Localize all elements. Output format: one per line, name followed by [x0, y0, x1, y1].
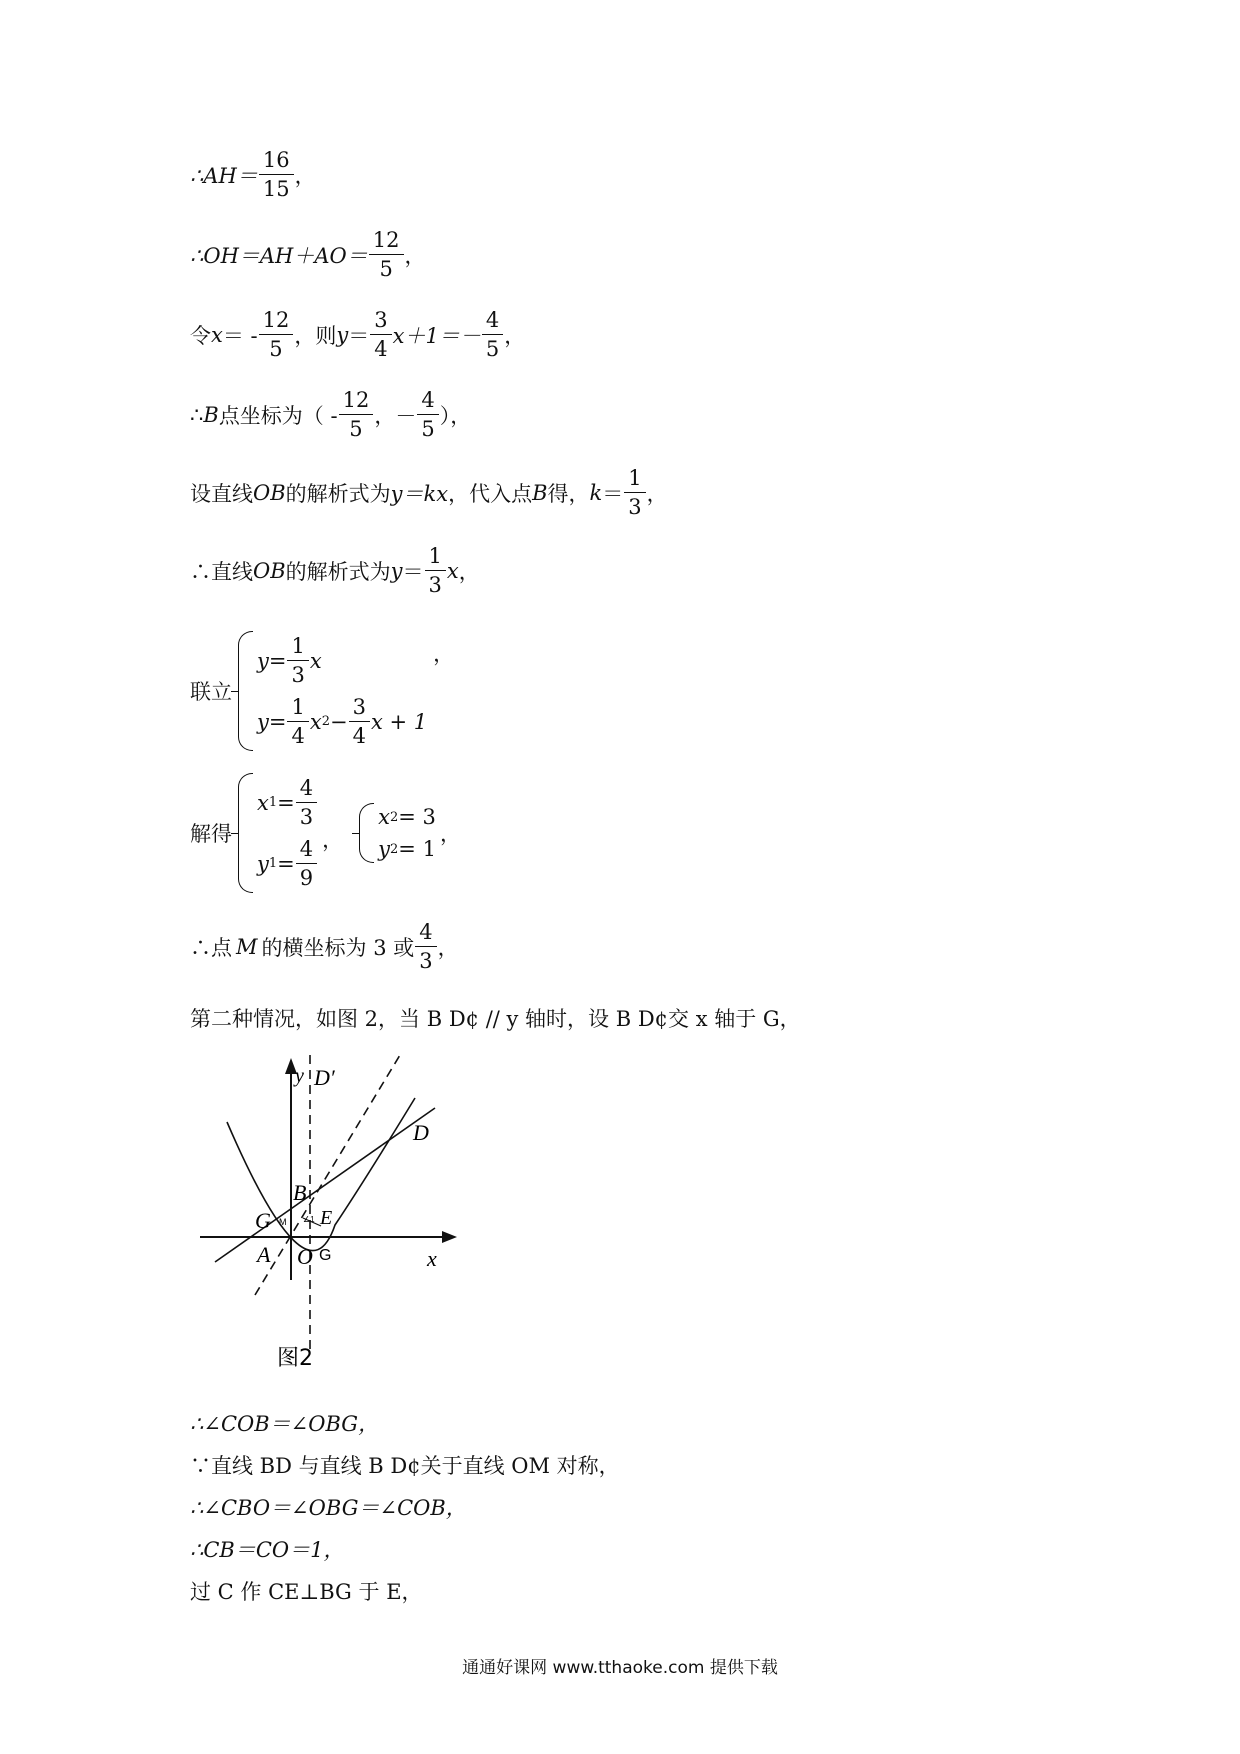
origin-label: O: [297, 1244, 313, 1269]
system-eq-1: [257, 634, 427, 687]
y-axis-label: y: [295, 1065, 304, 1087]
by-den: 5: [417, 414, 438, 441]
k-den: 3: [624, 492, 645, 519]
y-var: y: [336, 322, 349, 347]
solution-2-x: [378, 805, 436, 829]
point-b-label: B: [293, 1180, 307, 1205]
therefore: ∴: [190, 402, 204, 427]
bx-den: 5: [339, 414, 374, 441]
eq2-eq: =: [268, 709, 287, 734]
m-den: 3: [415, 946, 436, 973]
by-fraction: [419, 388, 436, 441]
eq1-x: x: [309, 648, 322, 673]
ob-den: 3: [425, 570, 446, 597]
bx-num: 12: [342, 388, 370, 412]
solution-2: [378, 801, 436, 865]
line-angle-cbo: [190, 1492, 467, 1522]
therefore-line: ∴直线: [190, 559, 253, 584]
y2-sub: 2: [390, 841, 399, 857]
bx-fraction: [341, 388, 372, 441]
equals-sign: ＝: [602, 481, 624, 506]
line-oh: [190, 228, 426, 281]
y2-var: y: [378, 837, 391, 861]
b-var: B: [532, 480, 548, 505]
k-fraction: [626, 466, 643, 519]
x1-sub: 1: [268, 795, 278, 810]
x1-var: x: [257, 790, 269, 815]
eq2-den2: 4: [349, 721, 370, 748]
eq2-power: 2: [321, 714, 330, 729]
equals-neg: ＝ -: [222, 323, 258, 348]
figure-caption: 图2: [277, 1346, 313, 1370]
set-text: 设直线: [190, 481, 253, 506]
line-bd: [215, 1108, 435, 1262]
angle-cob-text: ∴∠COB＝∠OBG，: [190, 1412, 380, 1436]
eq2-num2: 3: [352, 695, 366, 719]
x-var: x: [211, 322, 223, 347]
point-g-right-label: G: [319, 1247, 332, 1264]
y2-value: = 1: [398, 837, 436, 861]
left-brace: [238, 773, 253, 893]
x1-den: 3: [296, 802, 317, 829]
oh-num: 12: [372, 228, 400, 252]
line-b-coord: [190, 388, 471, 441]
y1-var: y: [257, 851, 269, 876]
m-fraction: [417, 920, 434, 973]
oh-fraction: [371, 228, 402, 281]
ah-num: 16: [262, 148, 290, 172]
x1-fraction: [298, 776, 315, 829]
figure-2: [195, 1050, 525, 1375]
x-den: 5: [259, 334, 294, 361]
ah-fraction: [261, 148, 292, 201]
line-m-abscissa: [190, 920, 459, 973]
system-comma: ，: [433, 642, 455, 666]
x2-value: = 3: [398, 805, 436, 829]
by-num: 4: [421, 388, 435, 412]
x2-sub: 2: [389, 809, 399, 825]
symmetric-text: ∵直线 BD 与直线 B D¢关于直线 OM 对称，: [190, 1454, 620, 1478]
eq1-eq: =: [268, 648, 287, 673]
line-solutions: [190, 772, 461, 894]
eq2-minus: −: [329, 709, 348, 734]
y1-eq: =: [277, 851, 295, 876]
therefore-point: ∴点: [190, 935, 232, 960]
eq1-y: y: [257, 648, 269, 673]
y1-sub: 1: [268, 856, 278, 871]
eq2-fraction-2: [351, 695, 368, 748]
eq2-den1: 4: [287, 721, 308, 748]
solution-comma: ，: [439, 822, 461, 846]
ah-den: 15: [259, 174, 294, 201]
angle-mark: ∠1: [303, 1215, 315, 1224]
x2-var: x: [378, 805, 390, 829]
simultaneous-label: 联立: [190, 680, 232, 704]
expr-label: 的解析式为: [285, 481, 391, 506]
line-symmetric: [190, 1450, 620, 1480]
point-d-prime-label: D′: [314, 1065, 335, 1090]
eq2-y: y: [257, 709, 269, 734]
ah-suffix: ，: [294, 163, 316, 188]
slope-den: 4: [370, 334, 391, 361]
comma: ，: [437, 935, 459, 960]
comma: ，: [646, 481, 668, 506]
line-ob-expr: [190, 544, 480, 597]
solution-2-y: [378, 837, 436, 861]
k-var: k: [589, 480, 603, 505]
oh-prefix: ∴OH＝AH＋AO＝: [190, 243, 368, 268]
oh-suffix: ，: [404, 243, 426, 268]
b-var: B: [203, 402, 219, 427]
perpendicular-text: 过 C 作 CE⊥BG 于 E，: [190, 1580, 423, 1604]
point-g-left-label: G: [255, 1208, 271, 1233]
x1-num: 4: [299, 776, 314, 800]
solution-1: [257, 772, 318, 894]
y1-num: 4: [299, 837, 314, 861]
line-cb-co: [190, 1534, 345, 1564]
x-var: x: [446, 558, 459, 583]
ah-prefix: ∴AH＝: [190, 163, 258, 188]
eq1-num: 1: [291, 634, 305, 658]
line-simultaneous: [190, 630, 454, 752]
y-value-fraction: [484, 308, 501, 361]
page-footer: 通通好课网 www.tthaoke.com 提供下载: [462, 1658, 778, 1678]
eq1-den: 3: [287, 660, 308, 687]
y1-den: 9: [296, 863, 317, 890]
m-num: 4: [419, 920, 433, 944]
point-e-label: E: [320, 1207, 333, 1229]
point-d-label: D: [413, 1120, 429, 1145]
eq1-fraction: [289, 634, 306, 687]
abscissa-text: 的横坐标为 3 或: [261, 935, 415, 960]
ob-slope-fraction: [427, 544, 444, 597]
let-text: 令: [190, 323, 211, 348]
line-set-ob: [190, 466, 668, 519]
eq2-x: x: [309, 709, 322, 734]
ob-var: OB: [253, 558, 286, 583]
angle-cbo-text: ∴∠CBO＝∠OBG＝∠COB，: [190, 1496, 467, 1520]
ykx: y＝kx: [390, 481, 449, 506]
point-m-label: M: [279, 1217, 287, 1227]
comma: ，: [458, 559, 480, 584]
left-brace: [238, 631, 253, 751]
x-num: 12: [262, 308, 290, 332]
line-ah: [190, 148, 316, 201]
get-text: 得，: [547, 481, 590, 506]
substitute-text: ，代入点: [448, 481, 533, 506]
cb-co-text: ∴CB＝CO＝1，: [190, 1538, 345, 1562]
coord-close: ），: [439, 403, 472, 428]
system-eq-2: [257, 695, 427, 748]
expr-text: x＋1＝－: [392, 323, 481, 348]
oh-den: 5: [369, 254, 404, 281]
point-a-label: A: [257, 1242, 271, 1267]
m-var: M: [236, 934, 258, 959]
eq2-fraction-1: [289, 695, 306, 748]
eq2-tail: x + 1: [370, 709, 428, 734]
slope-fraction: [372, 308, 389, 361]
line-case-two: [190, 1003, 801, 1033]
line-let-x: [190, 308, 525, 361]
x-axis-arrow: [442, 1231, 457, 1243]
ob-num: 1: [428, 544, 442, 568]
solution-sep: ，: [322, 828, 344, 852]
coord-sep: ，－: [374, 403, 417, 428]
line-angle-cob: [190, 1408, 379, 1438]
k-num: 1: [628, 466, 642, 490]
line-perpendicular: [190, 1576, 423, 1606]
solution-1-y: [257, 837, 318, 890]
coord-text: 点坐标为（ -: [218, 403, 338, 428]
equals-sign: ＝: [402, 559, 424, 584]
solution-1-x: [257, 776, 318, 829]
x-axis-label: x: [427, 1246, 437, 1271]
comma: ，: [504, 323, 526, 348]
equals-sign: ＝: [348, 323, 370, 348]
solve-label: 解得: [190, 822, 232, 846]
y-num: 4: [485, 308, 500, 332]
slope-num: 3: [374, 308, 388, 332]
small-brace: [359, 803, 374, 863]
ob-var: OB: [253, 480, 286, 505]
eq2-num1: 1: [291, 695, 305, 719]
x1-eq: =: [277, 790, 295, 815]
y-var: y: [390, 558, 403, 583]
then-text: ，则: [294, 323, 337, 348]
coordinate-figure: [195, 1050, 525, 1370]
y1-fraction: [298, 837, 315, 890]
equation-system: [257, 630, 427, 752]
y-den: 5: [482, 334, 503, 361]
expr-label: 的解析式为: [285, 559, 391, 584]
x-value-fraction: [261, 308, 292, 361]
case-two-text: 第二种情况，如图 2，当 B D¢ // y 轴时，设 B D¢交 x 轴于 G，: [190, 1007, 801, 1031]
